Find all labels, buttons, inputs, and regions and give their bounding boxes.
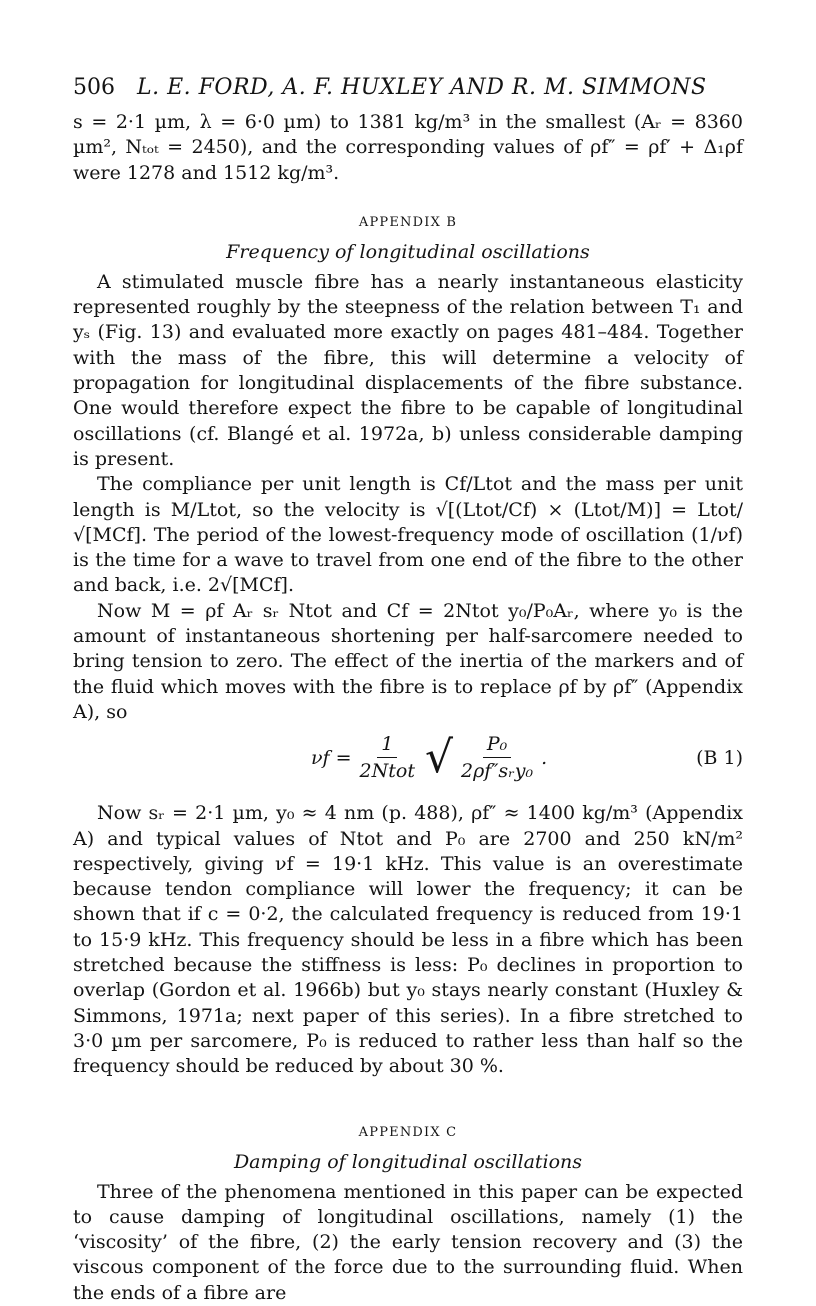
equation-label: (B 1) [696, 747, 743, 770]
running-head-authors: L. E. FORD, A. F. HUXLEY AND R. M. SIMMONS [137, 75, 707, 100]
fraction-1-denominator: 2Ntot [359, 760, 415, 783]
fraction-2-denominator: 2ρf″sᵣy₀ [461, 760, 534, 783]
fraction-2-numerator: P₀ [483, 731, 511, 758]
equation-fraction-1 [356, 731, 419, 784]
appendix-c-title: Damping of longitudinal oscillations [233, 1150, 583, 1173]
equation-b1 [73, 725, 743, 801]
page-number: 506 [73, 75, 115, 100]
equation-trail: . [541, 746, 548, 769]
page [73, 74, 743, 1306]
intro-paragraph: s = 2·1 µm, λ = 6·0 µm) to 1381 kg/m³ in the smallest (Aᵣ = 8360 µm², Nₜₒₜ = 2450), and the corresponding values of ρf″ = ρf′ + Δ₁ρf were 1278 and 1512 kg/m³. [73, 111, 743, 184]
appendix-b-paragraph-4: Now sᵣ = 2·1 µm, y₀ ≈ 4 nm (p. 488), ρf″ ≈ 1400 kg/m³ (Appendix A) and typical values of Ntot and P₀ are 2700 and 250 kN/m² respectively, giving νf = 19·1 kHz. This value is an overestimate because tendon compliance will lower the frequency; it can be shown that if c = 0·2, the calculated frequency is reduced from 19·1 to 15·9 kHz. This frequency should be less in a fibre which has been stretched because the stiffness is less: P₀ declines in proportion to overlap (Gordon et al. 1966b) but y₀ stays nearly constant (Huxley & Simmons, 1971a; next paper of this series). In a fibre stretched to 3·0 µm per sarcomere, P₀ is reduced to rather less than half so the frequency should be reduced by about 30 %. [73, 802, 743, 1078]
appendix-b-paragraph-1: A stimulated muscle fibre has a nearly instantaneous elasticity represented roughly by the steepness of the relation between T₁ and yₛ (Fig. 13) and evaluated more exactly on pages 481–484. Together with the mass of the fibre, this will determine a velocity of propagation for longitudinal displacements of the fibre substance. One would therefore expect the fibre to be capable of longitudinal oscillations (cf. Blangé et al. 1972a, b) unless considerable damping is present. [73, 270, 743, 470]
appendix-c-paragraph-1: Three of the phenomena mentioned in this paper can be expected to cause damping of longitudinal oscillations, namely (1) the ‘viscosity’ of the fibre, (2) the early tension recovery and (3) the viscous component of the force due to the surrounding fluid. When the ends of a fibre are [73, 1180, 743, 1304]
appendix-b-heading: APPENDIX B [358, 214, 458, 230]
appendix-b-title: Frequency of longitudinal oscillations [226, 240, 590, 263]
appendix-b-paragraph-2: The compliance per unit length is Cf/Ltot and the mass per unit length is M/Ltot, so the velocity is √[(Ltot/Cf) × (Ltot/M)] = Ltot/√[MCf]. The period of the lowest-frequency mode of oscillation (1/νf) is the time for a wave to travel from one end of the fibre to the other and back, i.e. 2√[MCf]. [73, 473, 743, 597]
equation-formula [311, 731, 547, 784]
fraction-1-numerator: 1 [377, 731, 397, 758]
equation-lhs: νf = [311, 746, 352, 769]
equation-fraction-2 [457, 731, 537, 784]
square-root-symbol: √ [424, 731, 454, 783]
appendix-c-heading: APPENDIX C [358, 1124, 458, 1140]
running-head [73, 74, 743, 102]
appendix-b-paragraph-3: Now M = ρf Aᵣ sᵣ Ntot and Cf = 2Ntot y₀/P₀Aᵣ, where y₀ is the amount of instantaneous shortening per half-sarcomere needed to bring tension to zero. The effect of the inertia of the markers and of the fluid which moves with the fibre is to replace ρf by ρf″ (Appendix A), so [73, 599, 743, 723]
